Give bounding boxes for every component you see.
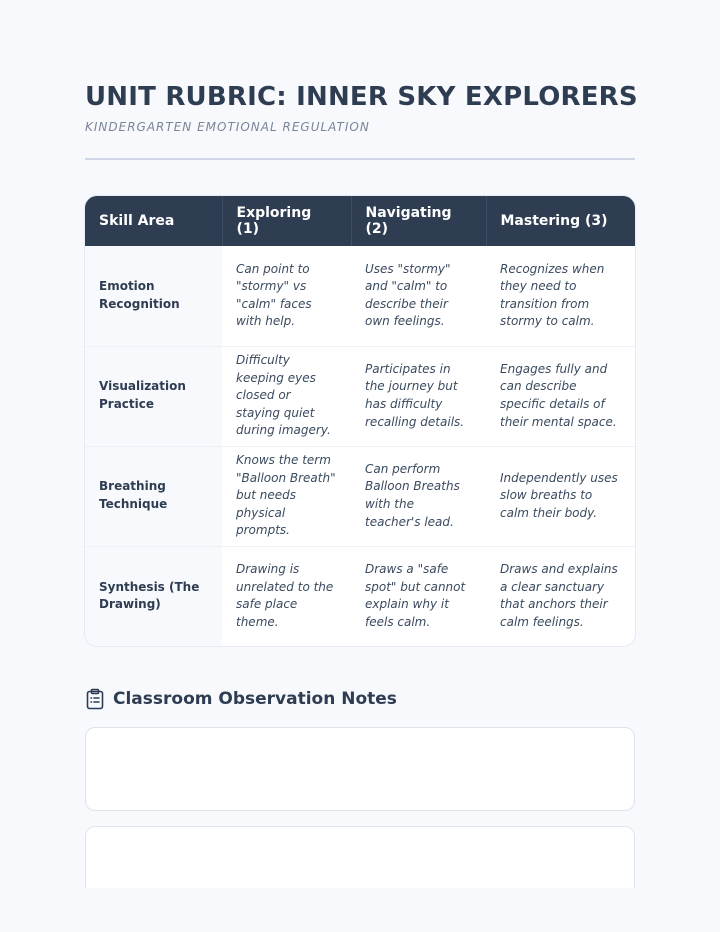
navigating-cell: Draws a "safe spot" but cannot explain why it feels calm.	[365, 562, 466, 629]
table-row	[85, 346, 635, 446]
exploring-cell: Difficulty keeping eyes closed or staying quiet during imagery.	[222, 346, 351, 446]
header-divider	[85, 158, 635, 160]
navigating-cell: Can perform Balloon Breaths with the teacher's lead.	[351, 446, 486, 546]
skill-area-cell: Breathing Technique	[85, 446, 222, 546]
skill-area-cell: Synthesis (The Drawing)	[85, 546, 222, 646]
navigating-cell: Uses "stormy" and "calm" to describe their own feelings.	[351, 246, 486, 346]
navigating-cell: Participates in the journey but has difficulty recalling details.	[351, 346, 486, 446]
mastering-cell: Engages fully and can describe specific details of their mental space.	[486, 346, 635, 446]
observation-notes-title: Classroom Observation Notes	[113, 689, 397, 709]
mastering-cell: Draws and explains a clear sanctuary that anchors their calm feelings.	[500, 562, 618, 629]
clipboard-icon	[85, 688, 105, 710]
column-header-skill-area: Skill Area	[85, 196, 222, 246]
observation-note-box[interactable]	[85, 727, 635, 811]
exploring-cell: Can point to "stormy" vs "calm" faces with help.	[222, 246, 351, 346]
column-header-navigating: Navigating (2)	[351, 196, 486, 246]
page-title: UNIT RUBRIC: INNER SKY EXPLORERS	[85, 82, 638, 112]
rubric-table-card	[85, 196, 635, 646]
mastering-cell: Recognizes when they need to transition from stormy to calm.	[486, 246, 635, 346]
column-header-mastering: Mastering (3)	[486, 196, 635, 246]
rubric-header-row	[85, 196, 635, 246]
rubric-table	[85, 196, 635, 646]
table-row	[85, 546, 635, 646]
table-row	[85, 246, 635, 346]
observation-notes-header	[85, 688, 397, 710]
skill-area-cell: Emotion Recognition	[85, 246, 222, 346]
page-bottom-edge	[0, 888, 720, 932]
skill-area-cell: Visualization Practice	[85, 346, 222, 446]
exploring-cell: Drawing is unrelated to the safe place theme.	[236, 562, 334, 629]
table-row	[85, 446, 635, 546]
column-header-exploring: Exploring (1)	[222, 196, 351, 246]
exploring-cell: Knows the term "Balloon Breath" but needs physical prompts.	[222, 446, 351, 546]
page-subtitle: KINDERGARTEN EMOTIONAL REGULATION	[85, 120, 370, 134]
mastering-cell: Independently uses slow breaths to calm their body.	[486, 446, 635, 546]
